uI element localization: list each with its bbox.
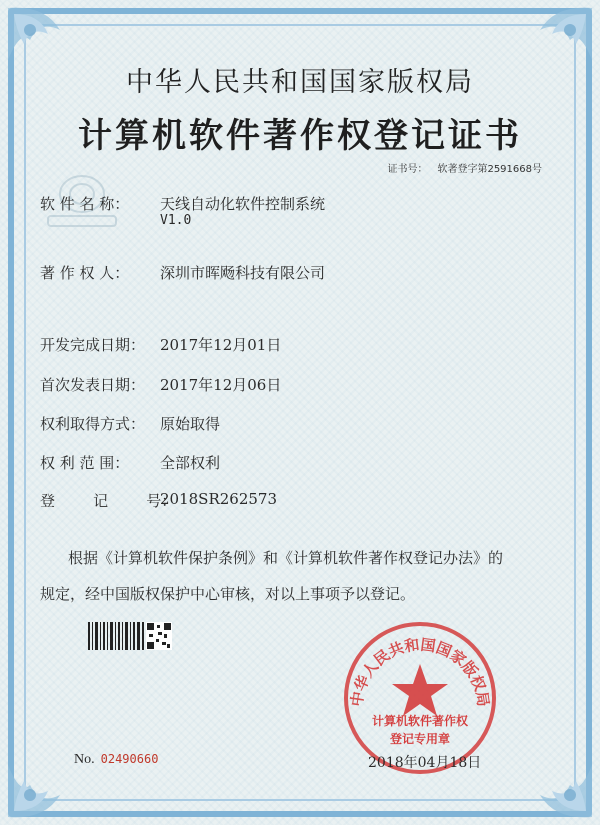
field-label: 著 作 权 人：: [40, 264, 130, 282]
issue-date: 2018年04月18日: [368, 755, 482, 771]
field-label: 首次发表日期：: [40, 376, 146, 394]
field-registration-number: [40, 490, 278, 511]
seal-text-line-1: 计算机软件著作权: [371, 714, 468, 728]
field-label: 权利取得方式：: [40, 415, 146, 433]
field-value: 天线自动化软件控制系统: [160, 195, 326, 213]
field-completion-date: [40, 334, 282, 355]
qr-code-icon: [146, 622, 172, 650]
field-rights-scope: [40, 452, 221, 473]
field-value: 原始取得: [160, 415, 221, 433]
statement-line-1: 根据《计算机软件保护条例》和《计算机软件著作权登记办法》的: [68, 549, 504, 567]
field-copyright-owner: [40, 262, 326, 283]
field-publication-date: [40, 374, 282, 395]
field-label: 软 件 名 称：: [40, 195, 130, 213]
serial-number: [74, 752, 158, 768]
field-acquisition-method: [40, 413, 221, 434]
statement-paragraph: [40, 540, 565, 612]
field-value-version: V1.0: [160, 213, 192, 228]
certificate-number-value: 软著登字第2591668号: [437, 164, 542, 175]
certificate-title: 计算机软件著作权登记证书: [78, 116, 522, 156]
barcode-icon: [88, 622, 144, 650]
serial-value: 02490660: [100, 752, 159, 766]
field-value: 2018SR262573: [160, 490, 278, 508]
certificate-number-label: 证书号：: [387, 164, 428, 175]
issuer-title: 中华人民共和国国家版权局: [126, 67, 474, 98]
seal-arc-text: 中华人民共和国国家版权局: [347, 635, 493, 708]
field-software-name: [40, 193, 326, 228]
corner-ornament-icon: [0, 735, 90, 825]
field-label: 登 记 号：: [40, 492, 177, 510]
seal-text-line-2: 登记专用章: [389, 732, 450, 746]
serial-label: No.: [74, 752, 95, 767]
corner-ornament-icon: [510, 735, 600, 825]
field-value: 2017年12月01日: [160, 336, 282, 354]
certificate-number: [387, 160, 542, 175]
field-value: 2017年12月06日: [160, 376, 282, 394]
field-value: 全部权利: [160, 454, 221, 472]
field-label: 开发完成日期：: [40, 336, 146, 354]
field-value: 深圳市晖飏科技有限公司: [160, 264, 326, 282]
field-label: 权 利 范 围：: [40, 454, 130, 472]
statement-line-2: 规定，经中国版权保护中心审核，对以上事项予以登记。: [40, 585, 416, 603]
